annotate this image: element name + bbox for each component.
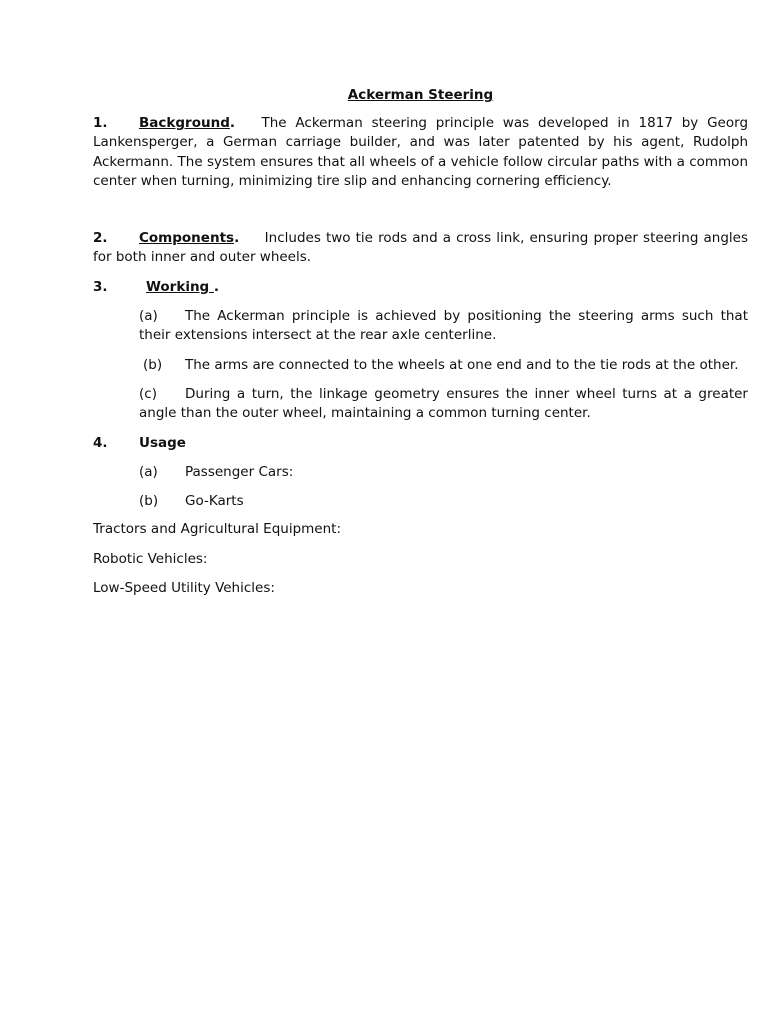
list-item-label: (c) (139, 385, 157, 402)
list-item-text: Passenger Cars: (185, 463, 294, 480)
section-heading: Background (139, 115, 230, 131)
section-text: Includes two tie rods and a cross link, ensuring proper steering angles for both inner and outer wheels. (93, 230, 748, 266)
section-usage (93, 434, 748, 453)
list-item-label: (a) (139, 463, 158, 480)
section-number: 4. (93, 434, 108, 451)
section-background (93, 114, 748, 191)
heading-period: . (213, 278, 220, 295)
heading-period: . (234, 230, 240, 247)
list-item-text: The arms are connected to the wheels at one end and to the tie rods at the other. (185, 356, 739, 373)
section-components (93, 229, 748, 268)
list-item-label: (a) (139, 308, 158, 325)
section-heading: Components (139, 230, 235, 247)
list-item-text: During a turn, the linkage geometry ensures the inner wheel turns at a greater angle than the outer wheel, maintaining a common turning center. (139, 385, 748, 422)
list-item-label: (b) (139, 493, 159, 510)
list-item (139, 385, 748, 424)
usage-line: Tractors and Agricultural Equipment: (93, 521, 342, 538)
section-heading: Usage (139, 434, 186, 451)
section-number: 1. (93, 115, 108, 131)
section-working (93, 278, 748, 297)
section-number: 3. (93, 278, 108, 295)
heading-period: . (229, 115, 236, 131)
list-item (139, 356, 748, 375)
list-item (139, 492, 748, 511)
usage-line: Low-Speed Utility Vehicles: (93, 580, 275, 597)
section-number: 2. (93, 230, 108, 247)
document-page (93, 86, 748, 598)
list-item-label: (b) (143, 356, 163, 373)
usage-line: Robotic Vehicles: (93, 550, 208, 567)
document-title: Ackerman Steering (347, 87, 494, 103)
section-heading: Working (146, 278, 214, 295)
list-item (139, 307, 748, 346)
list-item (139, 463, 748, 482)
list-item-text: Go-Karts (185, 493, 244, 510)
section-text: The Ackerman steering principle was developed in 1817 by Georg Lankensperger, a German carriage builder, and was later patented by his agent, Rudolph Ackermann. The system ensures that all wheels of a vehicle follow circular paths with a common center when turning, minimizing tire slip and enhancing cornering efficiency. (93, 115, 749, 189)
list-item-text: The Ackerman principle is achieved by positioning the steering arms such that their extensions intersect at the rear axle centerline. (139, 308, 748, 344)
